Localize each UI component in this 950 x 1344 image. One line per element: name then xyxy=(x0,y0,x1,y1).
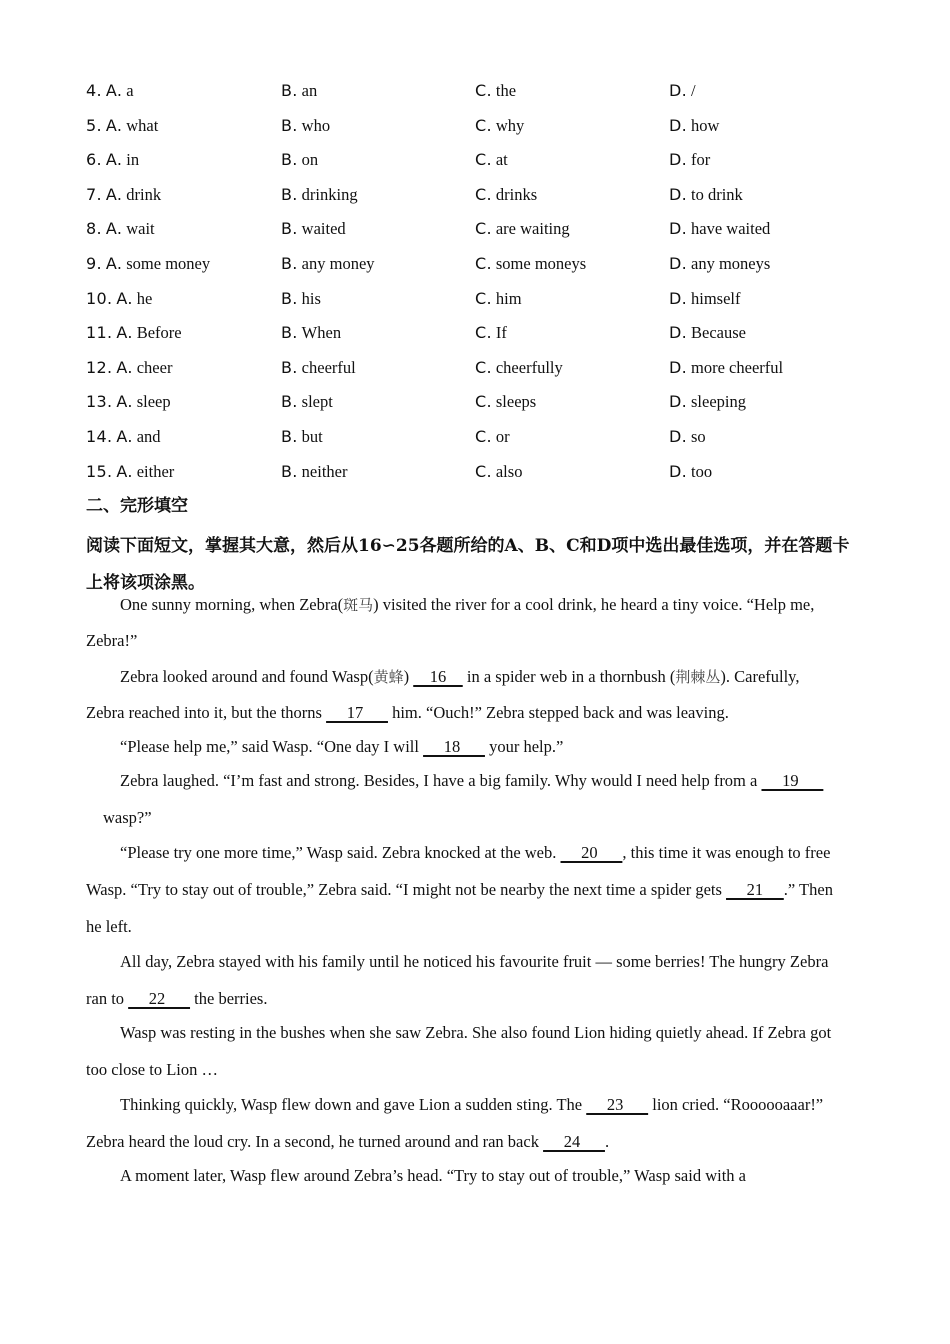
option-label: B. xyxy=(281,461,298,481)
option-text: on xyxy=(301,150,319,170)
option-label: D. xyxy=(669,427,688,446)
option-d[interactable] xyxy=(669,79,696,104)
blank-20[interactable]: 20 xyxy=(560,843,623,862)
option-text: how xyxy=(691,115,720,135)
option-label: C. xyxy=(475,323,492,343)
passage-line: “Please try one more time,” Wasp said. Zebra knocked at the web. 20 , this time it was enough to free xyxy=(120,843,831,862)
option-label: B. xyxy=(281,427,298,446)
question-number: 12. xyxy=(86,357,113,377)
option-b[interactable] xyxy=(281,217,346,242)
option-label: A. xyxy=(116,461,133,481)
option-text: cheerful xyxy=(301,357,356,377)
question-row xyxy=(86,425,876,449)
option-d[interactable] xyxy=(669,460,712,485)
option-text: some money xyxy=(126,254,211,273)
option-label: D. xyxy=(669,357,688,377)
option-b[interactable] xyxy=(281,321,341,346)
option-label: C. xyxy=(475,254,492,273)
option-b[interactable] xyxy=(281,79,317,104)
passage-line: One sunny morning, when Zebra(斑马) visited the river for a cool drink, he heard a tiny voice. “Help me, xyxy=(120,595,815,614)
passage-line: “Please help me,” said Wasp. “One day I will 18 your help.” xyxy=(120,737,564,756)
passage-line: Zebra reached into it, but the thorns 17 him. “Ouch!” Zebra stepped back and was leaving. xyxy=(86,703,729,722)
option-a[interactable] xyxy=(86,425,161,450)
question-row xyxy=(86,356,876,380)
question-number: 11. xyxy=(86,323,113,343)
option-b[interactable] xyxy=(281,390,333,415)
option-label: A. xyxy=(105,219,123,239)
option-label: A. xyxy=(105,254,123,273)
option-a[interactable] xyxy=(86,183,161,208)
option-c[interactable] xyxy=(475,460,522,485)
passage-line: ran to 22 the berries. xyxy=(86,989,268,1008)
passage-line: Zebra!” xyxy=(86,631,138,650)
option-text: in xyxy=(126,150,140,170)
option-c[interactable] xyxy=(475,114,524,139)
option-label: C. xyxy=(475,115,492,135)
option-text: too xyxy=(691,461,713,481)
option-text: for xyxy=(691,150,711,170)
option-b[interactable] xyxy=(281,356,356,381)
option-text: at xyxy=(495,150,508,170)
option-b[interactable] xyxy=(281,460,347,485)
option-c[interactable] xyxy=(475,217,570,242)
blank-16[interactable]: 16 xyxy=(413,667,463,686)
option-label: C. xyxy=(475,184,492,204)
option-label: D. xyxy=(669,323,688,343)
option-label: B. xyxy=(281,81,298,100)
option-label: D. xyxy=(669,115,688,135)
passage-line: wasp?” xyxy=(103,808,152,827)
question-number: 6. xyxy=(86,150,102,170)
option-label: C. xyxy=(475,219,492,239)
option-text: any moneys xyxy=(691,254,771,273)
option-text: or xyxy=(495,427,510,446)
option-a[interactable] xyxy=(86,217,155,242)
option-b[interactable] xyxy=(281,425,323,450)
option-text: and xyxy=(136,427,161,446)
question-row xyxy=(86,287,876,311)
option-text: drinking xyxy=(301,184,358,204)
option-text: an xyxy=(301,81,318,100)
option-d[interactable] xyxy=(669,252,770,277)
option-a[interactable] xyxy=(86,460,174,485)
option-c[interactable] xyxy=(475,252,586,277)
option-label: B. xyxy=(281,184,298,204)
option-label: A. xyxy=(105,81,123,100)
option-text: Before xyxy=(136,323,182,343)
question-row xyxy=(86,460,876,484)
question-row xyxy=(86,79,876,103)
option-label: A. xyxy=(105,150,123,170)
option-a[interactable] xyxy=(86,114,158,139)
blank-19[interactable]: 19 xyxy=(761,771,824,790)
option-text: also xyxy=(495,461,523,481)
option-text: / xyxy=(691,81,696,100)
option-d[interactable] xyxy=(669,425,706,450)
option-d[interactable] xyxy=(669,183,743,208)
option-c[interactable] xyxy=(475,148,508,173)
blank-17[interactable]: 17 xyxy=(326,703,388,722)
question-row xyxy=(86,217,876,241)
option-a[interactable] xyxy=(86,356,172,381)
option-a[interactable] xyxy=(86,252,210,277)
option-text: but xyxy=(301,427,323,446)
option-label: B. xyxy=(281,254,298,273)
question-row xyxy=(86,390,876,414)
blank-22[interactable]: 22 xyxy=(128,989,191,1008)
option-text: are waiting xyxy=(495,219,570,239)
option-text: any money xyxy=(301,254,375,273)
option-text: he xyxy=(136,288,153,308)
question-row xyxy=(86,148,876,172)
question-row xyxy=(86,183,876,207)
option-c[interactable] xyxy=(475,425,510,450)
option-label: C. xyxy=(475,461,492,481)
option-text: cheerfully xyxy=(495,357,563,377)
option-text: why xyxy=(495,115,525,135)
question-row xyxy=(86,114,876,138)
option-text: more cheerful xyxy=(691,357,784,377)
option-label: C. xyxy=(475,427,492,446)
question-row xyxy=(86,321,876,345)
option-label: C. xyxy=(475,150,492,170)
option-text: wait xyxy=(126,219,155,239)
option-label: B. xyxy=(281,288,298,308)
option-c[interactable] xyxy=(475,356,563,381)
passage-line: Thinking quickly, Wasp flew down and gave Lion a sudden sting. The 23 lion cried. “Roooooaaar!” xyxy=(120,1095,824,1114)
option-d[interactable] xyxy=(669,287,741,312)
option-b[interactable] xyxy=(281,148,318,173)
option-b[interactable] xyxy=(281,287,321,312)
option-label: B. xyxy=(281,357,298,377)
option-label: C. xyxy=(475,357,492,377)
passage-line: Zebra laughed. “I’m fast and strong. Besides, I have a big family. Why would I need help from a 19 xyxy=(120,771,824,790)
blank-23[interactable]: 23 xyxy=(586,1095,649,1114)
blank-24[interactable]: 24 xyxy=(543,1132,605,1151)
option-b[interactable] xyxy=(281,114,330,139)
option-label: C. xyxy=(475,392,492,412)
option-text: If xyxy=(495,323,507,343)
passage-line: Wasp. “Try to stay out of trouble,” Zebra said. “I might not be nearby the next time a spider gets 21 .” Then xyxy=(86,880,833,899)
option-c[interactable] xyxy=(475,287,522,312)
option-label: B. xyxy=(281,323,298,343)
blank-18[interactable]: 18 xyxy=(423,737,485,756)
option-text: neither xyxy=(301,461,348,481)
option-label: C. xyxy=(475,288,492,308)
option-label: C. xyxy=(475,81,492,100)
passage-line: A moment later, Wasp flew around Zebra’s head. “Try to stay out of trouble,” Wasp said with a xyxy=(120,1166,746,1185)
option-text: slept xyxy=(301,392,333,412)
option-text: some moneys xyxy=(495,254,587,273)
option-b[interactable] xyxy=(281,252,375,277)
option-text: sleeping xyxy=(691,392,747,412)
option-text: himself xyxy=(691,288,741,308)
question-number: 8. xyxy=(86,219,102,239)
option-label: D. xyxy=(669,184,688,204)
option-label: D. xyxy=(669,150,688,170)
option-b[interactable] xyxy=(281,183,358,208)
passage-line: Zebra heard the loud cry. In a second, he turned around and ran back 24 . xyxy=(86,1132,610,1151)
option-a[interactable] xyxy=(86,390,171,415)
question-number: 5. xyxy=(86,115,102,135)
question-number: 15. xyxy=(86,461,113,481)
option-label: B. xyxy=(281,115,298,135)
passage-line: Wasp was resting in the bushes when she saw Zebra. She also found Lion hiding quietly ahead. If Zebra got xyxy=(120,1023,832,1042)
option-a[interactable] xyxy=(86,79,134,104)
option-label: D. xyxy=(669,81,688,100)
option-label: D. xyxy=(669,254,688,273)
option-label: B. xyxy=(281,219,298,239)
option-text: waited xyxy=(301,219,346,239)
option-label: A. xyxy=(116,288,133,308)
option-label: A. xyxy=(116,357,133,377)
option-a[interactable] xyxy=(86,321,182,346)
option-text: either xyxy=(136,461,175,481)
question-number: 4. xyxy=(86,81,102,100)
option-label: A. xyxy=(116,392,133,412)
question-number: 7. xyxy=(86,184,102,204)
option-a[interactable] xyxy=(86,287,152,312)
option-d[interactable] xyxy=(669,321,746,346)
option-label: A. xyxy=(105,184,123,204)
passage-line: All day, Zebra stayed with his family until he noticed his favourite fruit — some berries! The hungry Zebra xyxy=(120,952,829,971)
option-a[interactable] xyxy=(86,148,139,173)
option-label: A. xyxy=(116,427,133,446)
option-text: have waited xyxy=(691,219,771,239)
passage-line: he left. xyxy=(86,917,132,936)
section-instruction: 阅读下面短文，掌握其大意，然后从16∽25各题所给的A、B、C和D项中选出最佳选项，并在答题卡上将该项涂黑。 xyxy=(86,536,850,593)
option-text: to drink xyxy=(691,184,743,204)
question-number: 9. xyxy=(86,254,102,273)
option-text: a xyxy=(126,81,134,100)
question-number: 13. xyxy=(86,392,113,412)
option-label: B. xyxy=(281,392,298,412)
passage-line: too close to Lion … xyxy=(86,1060,218,1079)
option-label: A. xyxy=(116,323,133,343)
option-label: D. xyxy=(669,219,688,239)
option-text: him xyxy=(495,288,522,308)
option-text: sleeps xyxy=(495,392,537,412)
blank-21[interactable]: 21 xyxy=(726,880,784,899)
option-c[interactable] xyxy=(475,183,537,208)
option-d[interactable] xyxy=(669,356,783,381)
option-label: D. xyxy=(669,392,688,412)
option-label: D. xyxy=(669,461,688,481)
option-text: cheer xyxy=(136,357,173,377)
option-text: the xyxy=(495,81,517,100)
passage-line: Zebra looked around and found Wasp(黄蜂) 16 in a spider web in a thornbush (荆棘丛). Carefully, xyxy=(120,667,800,686)
option-label: B. xyxy=(281,150,298,170)
option-d[interactable] xyxy=(669,114,719,139)
option-text: what xyxy=(126,115,159,135)
option-text: his xyxy=(301,288,321,308)
option-label: A. xyxy=(105,115,123,135)
option-c[interactable] xyxy=(475,390,536,415)
section-title: 二、完形填空 xyxy=(86,496,188,516)
question-number: 10. xyxy=(86,288,113,308)
option-label: D. xyxy=(669,288,688,308)
option-d[interactable] xyxy=(669,390,746,415)
option-d[interactable] xyxy=(669,217,770,242)
option-text: so xyxy=(691,427,706,446)
option-text: drink xyxy=(126,184,162,204)
option-c[interactable] xyxy=(475,321,507,346)
option-text: When xyxy=(301,323,342,343)
option-text: Because xyxy=(691,323,746,343)
option-text: drinks xyxy=(495,184,538,204)
question-row xyxy=(86,252,876,276)
question-number: 14. xyxy=(86,427,113,446)
option-c[interactable] xyxy=(475,79,516,104)
option-text: who xyxy=(301,115,331,135)
option-text: sleep xyxy=(136,392,171,412)
option-d[interactable] xyxy=(669,148,710,173)
